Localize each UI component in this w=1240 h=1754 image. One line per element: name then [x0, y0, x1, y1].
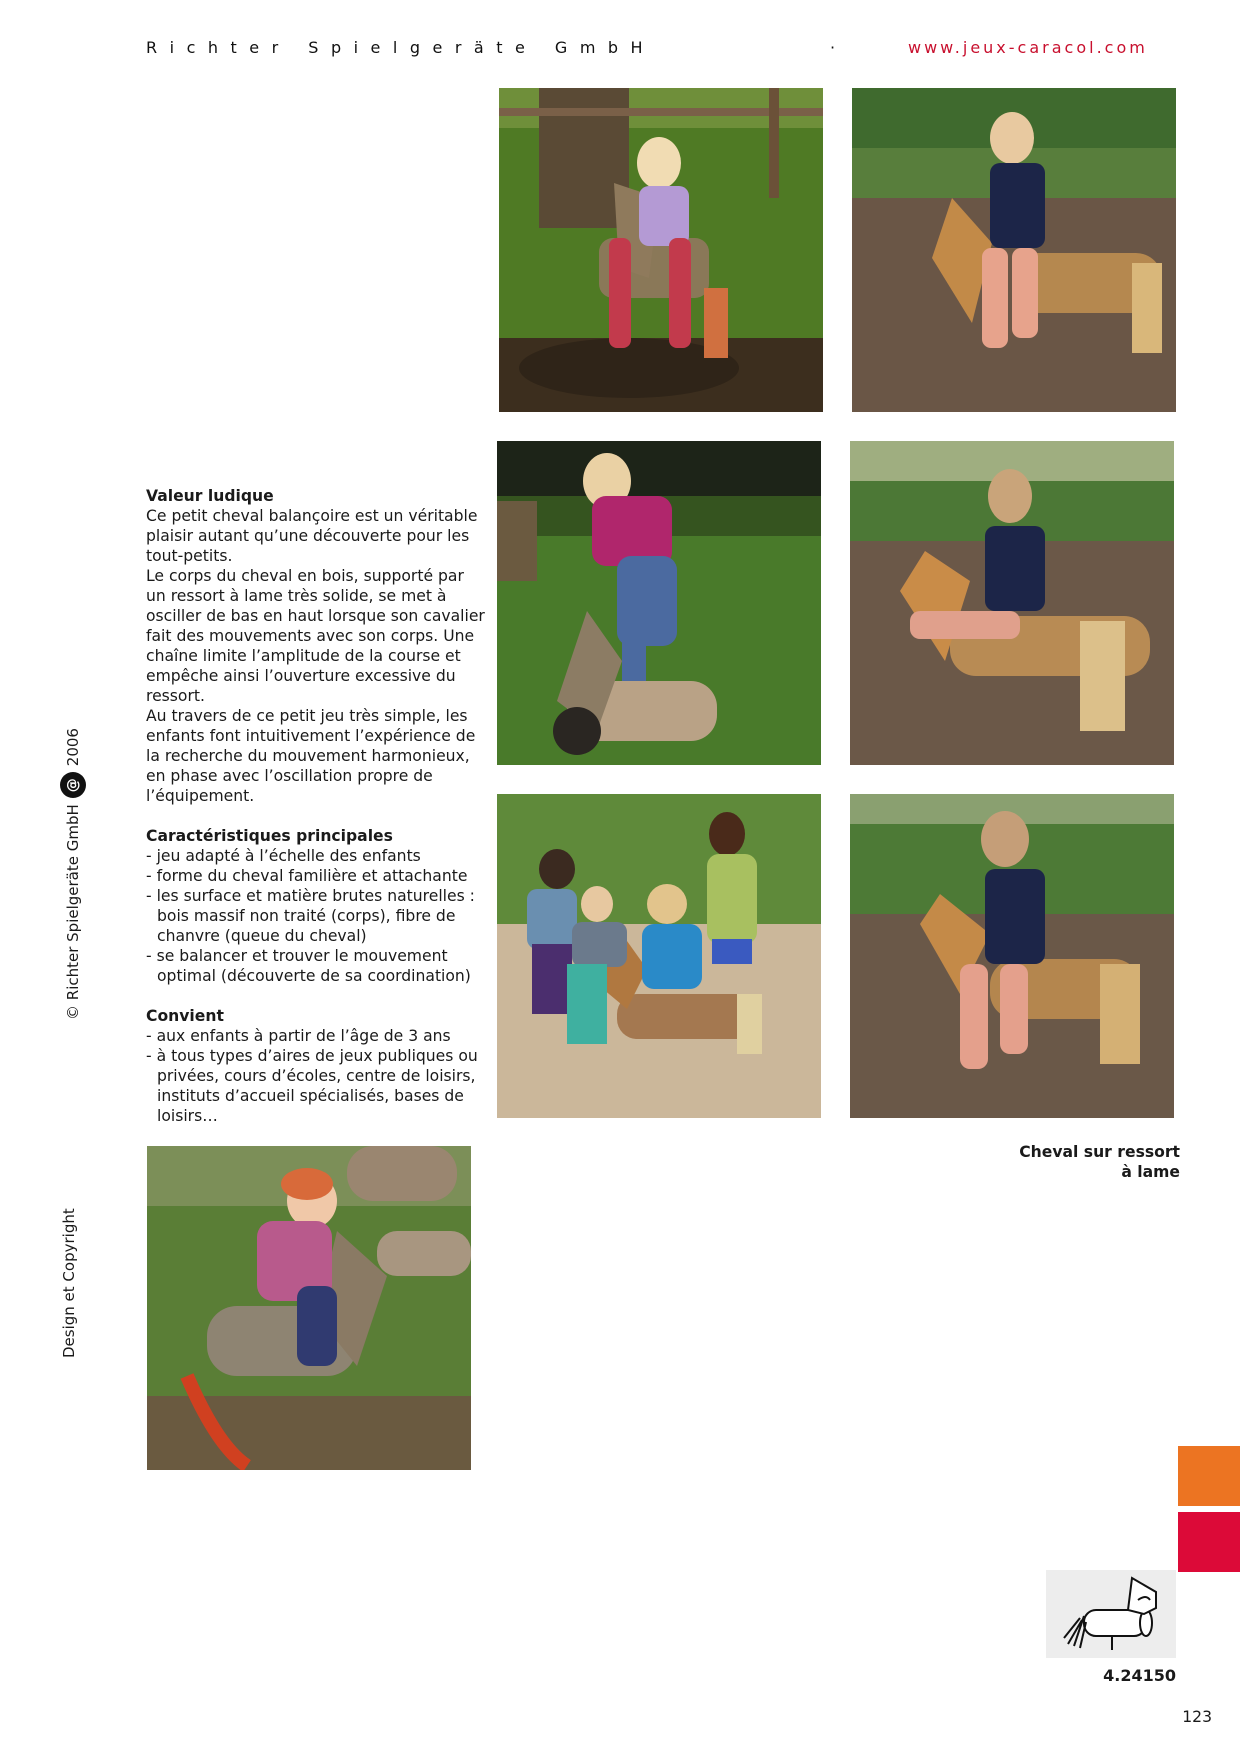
caracteristiques-list	[146, 846, 486, 986]
section-caracteristiques	[146, 826, 486, 986]
orange-category-tab	[1178, 1446, 1240, 1506]
product-title	[920, 1142, 1180, 1182]
list-item: - se balancer et trouver le mouvement optimal (découverte de sa coordination)	[146, 947, 471, 985]
product-code: 4.24150	[1103, 1666, 1176, 1685]
caracol-logo-icon: @	[60, 772, 86, 798]
header-company: Richter Spielgeräte GmbH	[146, 38, 656, 57]
red-category-tab	[1178, 1512, 1240, 1572]
copyright-notice	[60, 728, 86, 1020]
section-convient	[146, 1006, 486, 1126]
header-url[interactable]: www.jeux-caracol.com	[908, 38, 1148, 57]
list-item: - forme du cheval familière et attachante	[146, 867, 468, 885]
header-separator: ·	[830, 38, 836, 57]
photo-child-riding-horse-3	[850, 794, 1174, 1118]
valeur-paragraph: Le corps du cheval en bois, supporté par un ressort à lame très solide, se met à osciller de bas en haut lorsque son cavalier fait des mouvements avec son corps. Une chaîne limite l’amplitude de la course et empêche ainsi l’ouverture excessive du ressort.	[146, 567, 485, 705]
product-title-line1: Cheval sur ressort	[1019, 1143, 1180, 1161]
copyright-year: 2006	[64, 728, 82, 767]
copyright-prefix: © Richter Spielgeräte GmbH	[64, 804, 82, 1020]
design-copyright-label: Design et Copyright	[60, 1208, 78, 1358]
photo-toddler-riding-horse	[147, 1146, 471, 1470]
description-text	[146, 486, 486, 1126]
convient-list	[146, 1026, 486, 1126]
page-number: 123	[1182, 1708, 1212, 1726]
valeur-ludique-heading: Valeur ludique	[146, 487, 274, 505]
list-item: - jeu adapté à l’échelle des enfants	[146, 847, 421, 865]
convient-heading: Convient	[146, 1007, 224, 1025]
list-item: - à tous types d’aires de jeux publiques ou privées, cours d’écoles, centre de loisirs, instituts d’accueil spécialisés, bases de loisirs…	[146, 1047, 478, 1125]
photo-child-riding-horse-2	[850, 441, 1174, 765]
photo-group-children-horse	[497, 794, 821, 1118]
photo-child-riding-horse-bark	[852, 88, 1176, 412]
caracteristiques-heading: Caractéristiques principales	[146, 827, 393, 845]
horse-sketch-icon	[1046, 1570, 1176, 1658]
section-valeur-ludique	[146, 486, 486, 806]
product-title-line2: à lame	[1121, 1163, 1180, 1181]
valeur-paragraph: Ce petit cheval balançoire est un véritable plaisir autant qu’une découverte pour les tout-petits.	[146, 507, 478, 565]
photo-girl-riding-horse-park	[499, 88, 823, 412]
photo-girl-climbing-horse	[497, 441, 821, 765]
valeur-paragraph: Au travers de ce petit jeu très simple, les enfants font intuitivement l’expérience de la recherche du mouvement harmonieux, en phase avec l’oscillation propre de l’équipement.	[146, 707, 476, 805]
list-item: - aux enfants à partir de l’âge de 3 ans	[146, 1027, 451, 1045]
list-item: - les surface et matière brutes naturelles : bois massif non traité (corps), fibre de chanvre (queue du cheval)	[146, 887, 475, 945]
